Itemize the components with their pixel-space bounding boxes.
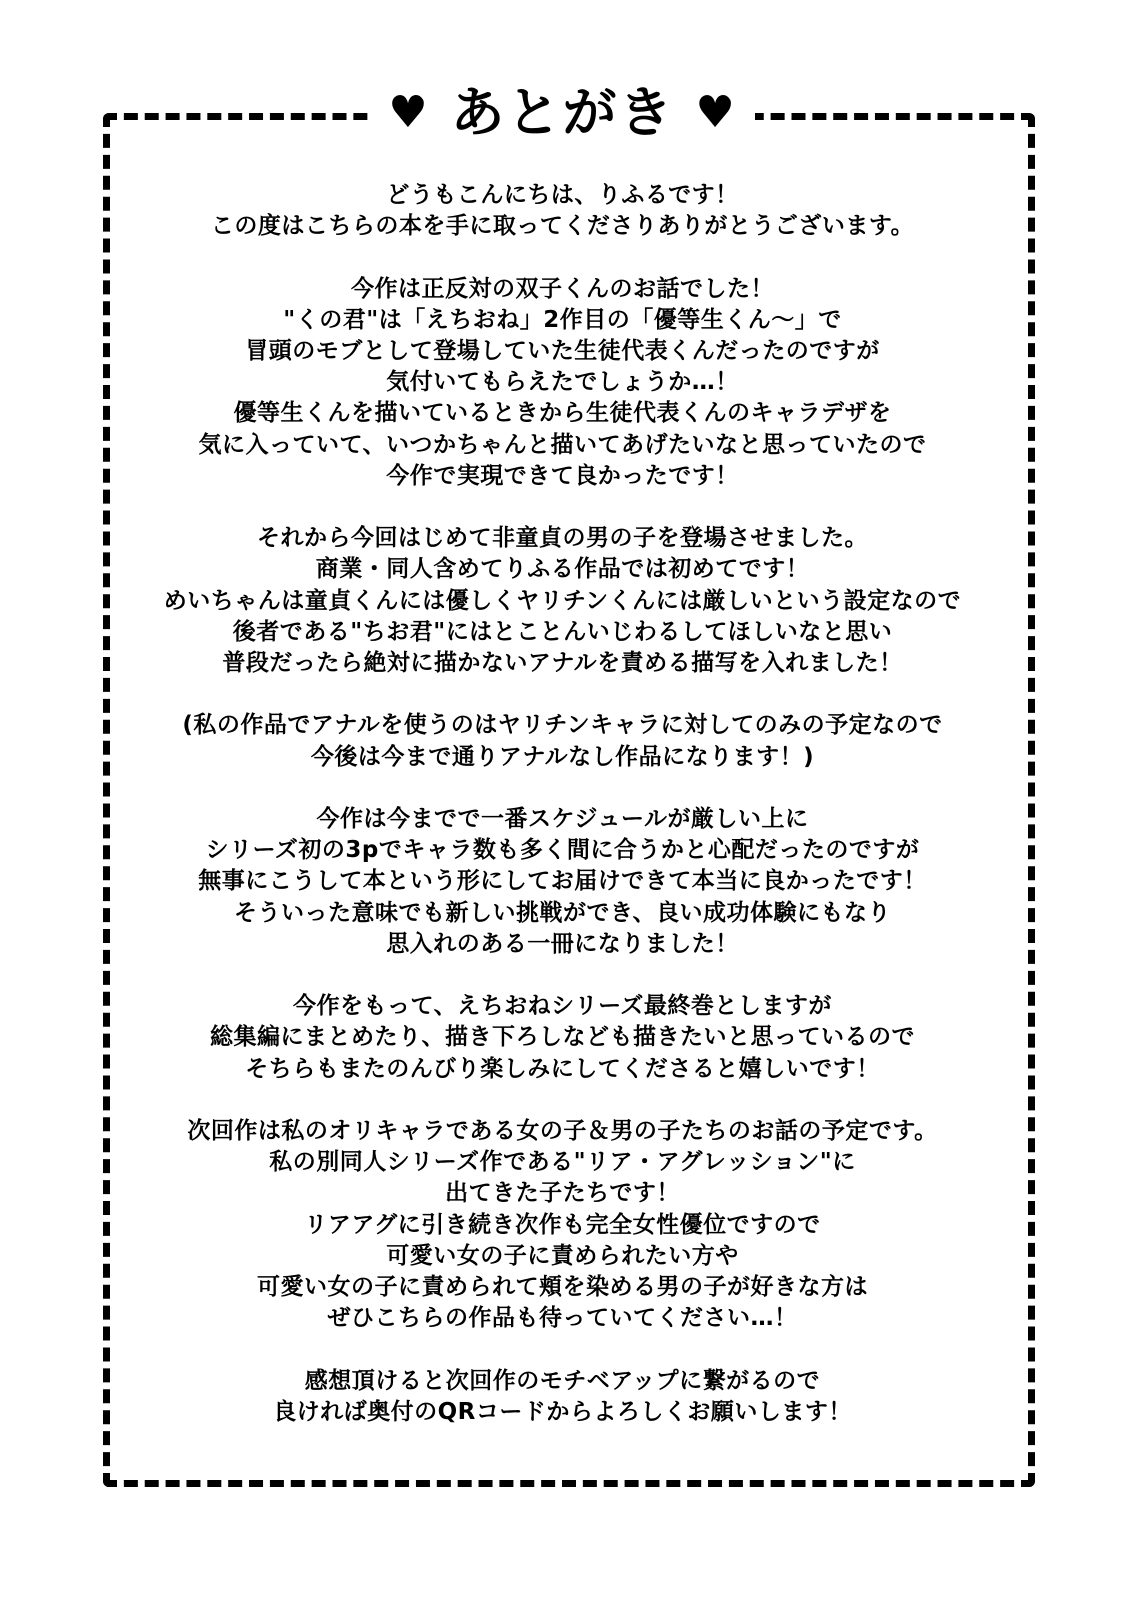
text-line: 思入れのある一冊になりました！ xyxy=(386,930,739,957)
paragraph xyxy=(130,180,995,242)
text-line: 冒頭のモブとして登場していた生徒代表くんだったのですが xyxy=(245,338,880,364)
text-line: それから今回はじめて非童貞の男の子を登場させました。 xyxy=(257,525,868,552)
text-line: 可愛い女の子に責められたい方や xyxy=(386,1242,739,1269)
text-line: 今作をもって、えちおねシリーズ最終巻としますが xyxy=(293,993,832,1020)
text-line: リアアグに引き続き次作も完全女性優位ですので xyxy=(304,1211,821,1238)
text-line: シリーズ初の3pでキャラ数も多く間に合うかと心配だったのですが xyxy=(205,837,920,864)
text-line: 今後は今まで通りアナルなし作品になります！) xyxy=(310,743,815,770)
text-line: そちらもまたのんびり楽しみにしてくださると嬉しいです！ xyxy=(245,1055,880,1082)
text-line: 今作は今までで一番スケジュールが厳しい上に xyxy=(316,806,809,832)
paragraph xyxy=(130,710,995,772)
page-title-text: あとがき xyxy=(450,81,675,144)
paragraph xyxy=(130,523,995,679)
text-line: 次回作は私のオリキャラである女の子＆男の子たちのお話の予定です。 xyxy=(187,1118,938,1144)
text-line: "くの君"は「えちおね」2作目の「優等生くん～」で xyxy=(283,306,842,333)
text-line: (私の作品でアナルを使うのはヤリチンキャラに対してのみの予定なので xyxy=(182,712,943,739)
heart-icon-left: ♥ xyxy=(388,87,430,138)
text-line: どうもこんにちは、りふるです！ xyxy=(386,182,739,208)
text-line: 総集編にまとめたり、描き下ろしなども描きたいと思っているので xyxy=(210,1024,915,1051)
text-line: 無事にこうして本という形にしてお届けできて本当に良かったです！ xyxy=(198,868,927,895)
text-line: 私の別同人シリーズ作である"リア・アグレッション"に xyxy=(269,1149,856,1176)
page-title xyxy=(370,80,755,146)
text-line: 気付いてもらえたでしょうか…！ xyxy=(386,369,739,396)
paragraph xyxy=(130,274,995,492)
paragraph xyxy=(130,991,995,1085)
text-line: 気に入っていて、いつかちゃんと描いてあげたいなと思っていたので xyxy=(198,431,927,458)
paragraph xyxy=(130,1116,995,1334)
text-line: 普段だったら絶対に描かないアナルを責める描写を入れました！ xyxy=(222,650,903,677)
text-line: めいちゃんは童貞くんには優しくヤリチンくんには厳しいという設定なので xyxy=(163,587,962,614)
text-line: 後者である"ちお君"にはとことんいじわるしてほしいなと思い xyxy=(232,618,893,645)
heart-icon-right: ♥ xyxy=(695,87,737,138)
text-line: 商業・同人含めてりふる作品では初めてです！ xyxy=(315,556,810,583)
text-line: 良ければ奥付のQRコードからよろしくお願いします！ xyxy=(273,1398,852,1425)
text-line: 感想頂けると次回作のモチベアップに繋がるので xyxy=(304,1367,821,1394)
text-line: この度はこちらの本を手に取ってくださりありがとうございます。 xyxy=(210,213,915,240)
paragraph xyxy=(130,804,995,960)
afterword-body xyxy=(130,180,995,1459)
text-line: 可愛い女の子に責められて頬を染める男の子が好きな方は xyxy=(257,1274,868,1301)
text-line: 優等生くんを描いているときから生徒代表くんのキャラデザを xyxy=(233,400,892,427)
text-line: 今作は正反対の双子くんのお話でした！ xyxy=(351,275,774,302)
text-line: 出てきた子たちです！ xyxy=(445,1180,680,1207)
paragraph xyxy=(130,1366,995,1428)
title-bar xyxy=(0,80,1125,146)
text-line: ぜひこちらの作品も待っていてください…！ xyxy=(327,1305,798,1332)
text-line: 今作で実現できて良かったです！ xyxy=(386,462,739,489)
text-line: そういった意味でも新しい挑戦ができ、良い成功体験にもなり xyxy=(233,899,892,926)
